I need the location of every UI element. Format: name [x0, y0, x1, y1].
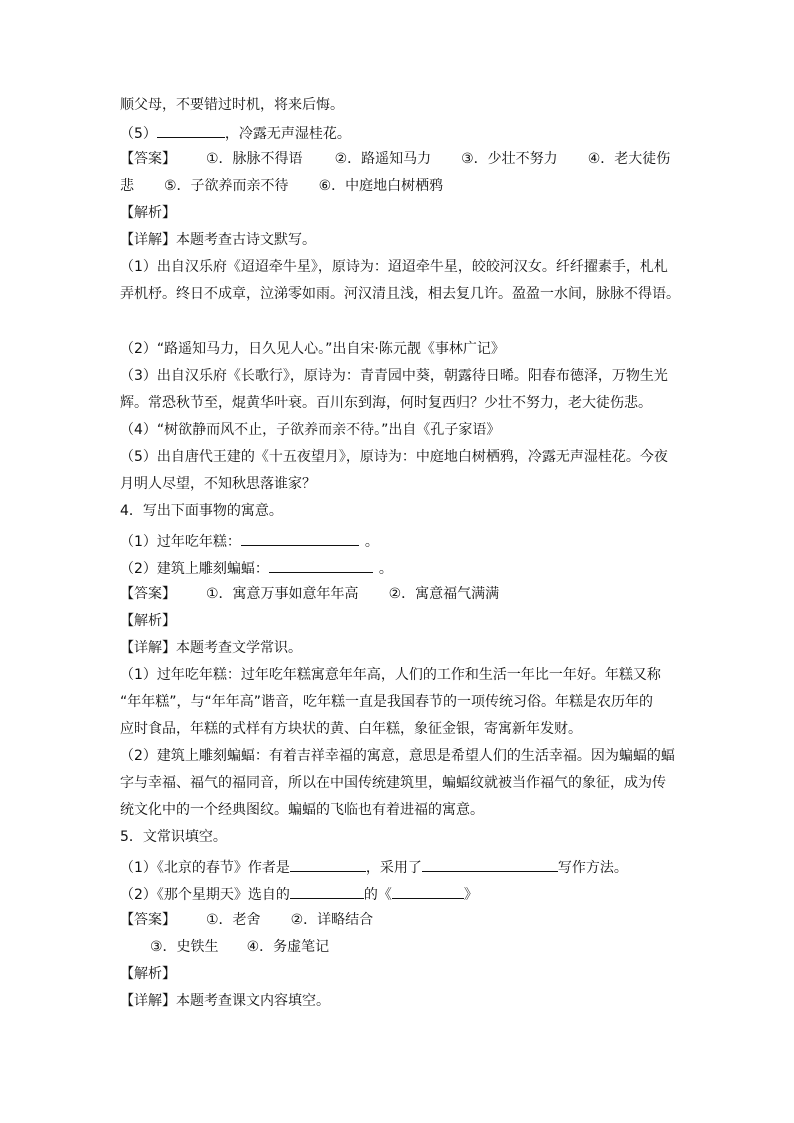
- answer-blank: [157, 124, 225, 138]
- text-line: 顺父母，不要错过时机，将来后悔。: [120, 97, 344, 113]
- text-line: 辉。常恐秋节至，焜黄华叶衰。百川东到海，何时复西归？少壮不努力，老大徒伤悲。: [120, 395, 652, 411]
- question-prefix: （1）《北京的春节》作者是: [120, 860, 290, 876]
- answer-line: [120, 586, 499, 602]
- question-suffix: 。: [364, 534, 379, 550]
- text-line: （3）出自汉乐府《长歌行》，原诗为：青青园中葵，朝露待日晞。阳春布德泽，万物生光: [120, 368, 668, 384]
- fill-in-question: [120, 858, 628, 876]
- answer-line: [150, 939, 329, 955]
- text-line: （2）“路遥知马力，日久见人心。”出自宋·陈元靓《事林广记》: [120, 341, 505, 357]
- answer-line: [120, 178, 443, 194]
- question-mid: ，采用了: [365, 860, 422, 876]
- answer-item: 悲: [120, 178, 134, 194]
- answer-label: 【答案】: [120, 586, 176, 602]
- question-prefix: （2）《那个星期天》选自的: [120, 887, 290, 903]
- section-label: 【详解】本题考查文学常识。: [120, 640, 302, 656]
- answer-line: [120, 912, 373, 928]
- question-suffix: 。: [378, 561, 393, 577]
- section-label: 【解析】: [120, 205, 176, 221]
- text-line: （1）出自汉乐府《迢迢牵牛星》，原诗为：迢迢牵牛星，皎皎河汉女。纤纤擢素手，札札: [120, 259, 668, 275]
- answer-item: ②．路遥知马力: [334, 151, 432, 167]
- question-title: 5．文常识填空。: [120, 829, 227, 845]
- answer-label: 【答案】: [120, 912, 176, 928]
- text-line: （5）出自唐代王建的《十五夜望月》，原诗为：中庭地白树栖鸦，冷露无声湿桂花。今夜: [120, 449, 668, 465]
- text-line: （2）建筑上雕刻蝙蝠：有着吉祥幸福的寓意，意思是希望人们的生活幸福。因为蝙蝠的蝠: [120, 748, 675, 764]
- fill-in-question: [120, 532, 379, 550]
- question-suffix: 》: [463, 887, 478, 903]
- answer-item: ②．寓意福气满满: [388, 586, 500, 602]
- answer-item: ①．脉脉不得语: [206, 151, 303, 167]
- answer-blank: [392, 885, 464, 899]
- answer-item: ③．少壮不努力: [461, 151, 558, 167]
- question-prefix: （1）过年吃年糕：: [120, 534, 241, 550]
- answer-line: [120, 151, 670, 167]
- question-title: 4．写出下面事物的寓意。: [120, 503, 283, 519]
- answer-item: ④．老大徒伤: [587, 151, 671, 167]
- answer-item: ①．寓意万事如意年年高: [206, 586, 359, 602]
- answer-item: ⑤．子欲养而亲不待: [164, 178, 289, 194]
- text-line: （1）过年吃年糕：过年吃年糕寓意年年高，人们的工作和生活一年比一年好。年糕又称: [120, 667, 661, 683]
- question-prefix: （5）: [120, 126, 157, 142]
- answer-label: 【答案】: [120, 151, 176, 167]
- answer-item: ⑥．中庭地白树栖鸦: [318, 178, 444, 194]
- answer-blank: [290, 858, 366, 872]
- answer-item: ①．老舍: [206, 912, 261, 928]
- fill-in-question: [120, 124, 351, 142]
- text-line: 应时食品，年糕的式样有方块状的黄、白年糕，象征金银，寄寓新年发财。: [120, 721, 582, 737]
- text-line: 月明人尽望，不知秋思落谁家？: [120, 476, 316, 492]
- text-line: “年年糕”，与“年年高”谐音，吃年糕一直是我国春节的一项传统习俗。年糕是农历年的: [120, 694, 654, 710]
- answer-blank: [290, 885, 364, 899]
- question-prefix: （2）建筑上雕刻蝙蝠：: [120, 561, 269, 577]
- answer-item: ④．务虚笔记: [246, 939, 330, 955]
- fill-in-question: [120, 885, 478, 903]
- answer-item: ②．详略结合: [290, 912, 374, 928]
- fill-in-question: [120, 559, 393, 577]
- section-label: 【解析】: [120, 613, 176, 629]
- section-label: 【详解】本题考查课文内容填空。: [120, 993, 330, 1009]
- text-line: （4）“树欲静而风不止，子欲养而亲不待。”出自《孔子家语》: [120, 422, 501, 438]
- section-label: 【解析】: [120, 966, 176, 982]
- section-label: 【详解】本题考查古诗文默写。: [120, 232, 316, 248]
- question-suffix: ，冷露无声湿桂花。: [224, 126, 351, 142]
- text-line: 弄机杼。终日不成章，泣涕零如雨。河汉清且浅，相去复几许。盈盈一水间，脉脉不得语。: [120, 286, 680, 302]
- answer-blank: [241, 532, 359, 546]
- answer-blank: [422, 858, 558, 872]
- question-mid: 的《: [363, 887, 392, 903]
- question-suffix: 写作方法。: [557, 860, 628, 876]
- answer-blank: [269, 559, 373, 573]
- answer-item: ③．史铁生: [150, 939, 219, 955]
- text-line: 统文化中的一个经典图纹。蝙蝠的飞临也有着进福的寓意。: [120, 802, 484, 818]
- text-line: 字与幸福、福气的福同音，所以在中国传统建筑里，蝙蝠纹就被当作福气的象征，成为传: [120, 775, 666, 791]
